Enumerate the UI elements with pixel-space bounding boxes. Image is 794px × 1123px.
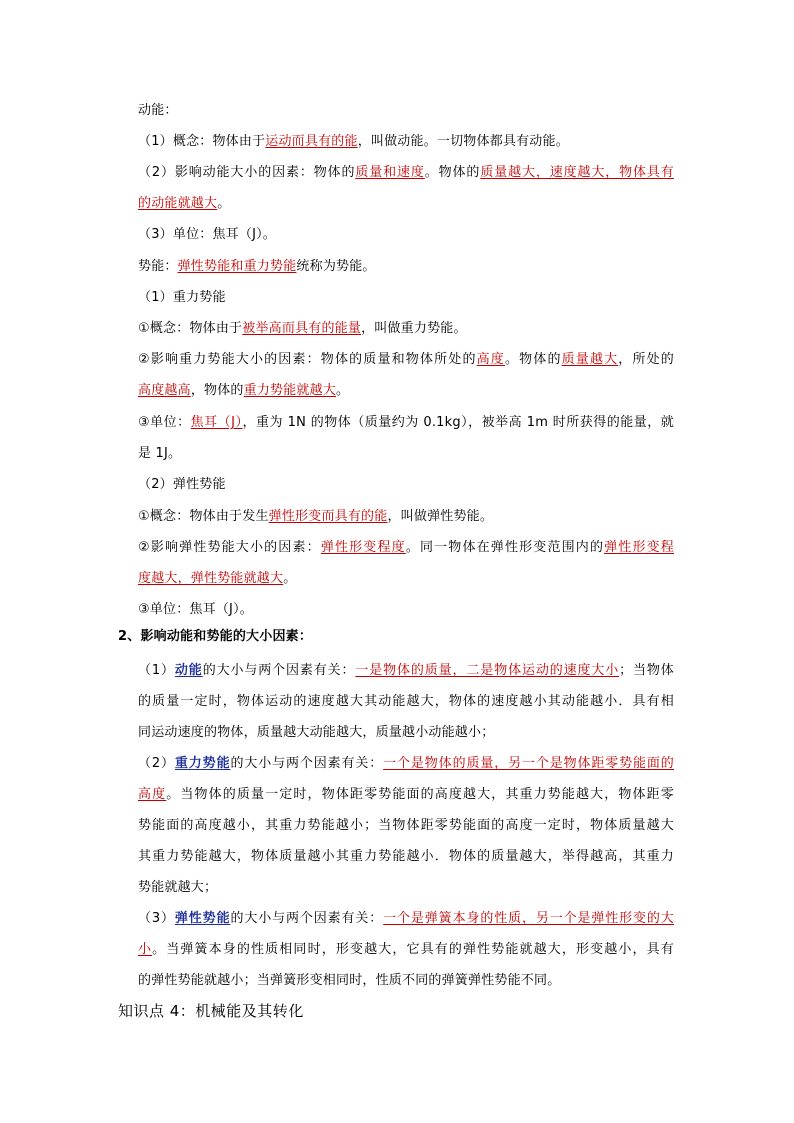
text: 其重力势能越大，物体质量越小其重力势能越小．物体的质量越大，举得越高，其重力 — [138, 849, 674, 864]
text: （2）弹性势能 — [138, 477, 226, 492]
elastic-factor-detail-line — [138, 910, 674, 928]
text: 。物体的 — [424, 165, 481, 180]
gravitational-factor-detail-cont — [138, 848, 674, 866]
text: ，叫做重力势能。 — [361, 321, 467, 336]
text: 的弹性势能就越小；当弹簧形变相同时，性质不同的弹簧弹性势能不同。 — [138, 973, 561, 988]
gravitational-factor-detail-line — [138, 755, 674, 773]
elastic-factors-cont — [138, 570, 296, 588]
gravitational-unit-cont — [138, 445, 181, 463]
key-phrase: 运动而具有的能 — [265, 134, 358, 149]
elastic-unit-line — [138, 601, 253, 619]
text: 同运动速度的物体，质量越大动能越大，质量越小动能越小； — [138, 725, 495, 740]
gravitational-factors-line — [138, 351, 674, 369]
text: 势能： — [138, 259, 178, 274]
kinetic-factors-line — [138, 164, 674, 182]
text: ，所处的 — [618, 352, 674, 367]
gravitational-factor-detail-cont — [138, 817, 674, 835]
text: 。物体的 — [504, 352, 562, 367]
text: 的大小与两个因素有关： — [230, 911, 384, 926]
key-phrase: 质量越大 — [561, 352, 619, 367]
text: 统称为势能。 — [296, 259, 376, 274]
text: ，叫做弹性势能。 — [387, 509, 494, 524]
elastic-factors-line — [138, 539, 674, 557]
gravitational-factors-cont — [138, 382, 349, 400]
kinetic-unit-line — [138, 226, 276, 244]
text: 的质量一定时，物体运动的速度越大其动能越大，物体的速度越小其动能越小．具有相 — [138, 694, 674, 709]
key-phrase: 质量和速度 — [355, 165, 425, 180]
elastic-subheading — [138, 476, 226, 494]
term: 重力势能 — [174, 756, 231, 771]
kinetic-factor-detail-cont — [138, 724, 494, 742]
text: ①概念：物体由于发生 — [138, 509, 269, 524]
text: 2、影响动能和势能的大小因素： — [118, 629, 313, 644]
text: 知识点 4：机械能及其转化 — [118, 1002, 304, 1020]
text: 势能就越大； — [138, 880, 218, 895]
key-phrase: 重力势能就越大 — [243, 383, 337, 398]
text: （3）单位：焦耳（J）。 — [138, 227, 277, 242]
text: 。同一物体在弹性形变范围内的 — [405, 540, 605, 555]
text: 。 — [217, 196, 231, 211]
text: 是 1J。 — [138, 446, 182, 461]
text: （1）重力势能 — [138, 290, 226, 305]
text: 的大小与两个因素有关： — [202, 663, 356, 678]
key-phrase: 一是物体的质量，二是物体运动的速度大小 — [355, 663, 620, 678]
text: （2） — [138, 756, 175, 771]
gravitational-unit-line — [138, 414, 674, 432]
gravitational-concept-line — [138, 320, 467, 338]
kinetic-energy-heading — [138, 102, 178, 120]
text: 势能面的高度越小，其重力势能越小；当物体距零势能面的高度一定时，物体质量越大 — [138, 818, 674, 833]
kinetic-factor-detail-cont — [138, 693, 674, 711]
key-phrase: 被举高而具有的能量 — [242, 321, 362, 336]
text: ，叫做动能。一切物体都具有动能。 — [357, 134, 569, 149]
gravitational-factor-detail-cont — [138, 879, 217, 897]
text: 动能： — [138, 103, 178, 118]
elastic-factor-detail-cont — [138, 972, 560, 990]
key-phrase: 质量越大，速度越大，物体具有 — [480, 165, 674, 180]
text: ③单位：焦耳（J）。 — [138, 602, 253, 617]
section-heading-factors — [118, 628, 312, 646]
kinetic-factor-detail-line — [138, 662, 674, 680]
key-phrase: 弹性形变程 — [604, 540, 674, 555]
text: 的大小与两个因素有关： — [230, 756, 384, 771]
kinetic-factors-cont — [138, 195, 230, 213]
text: 。 — [283, 571, 297, 586]
text: （2）影响动能大小的因素：物体的 — [138, 165, 356, 180]
key-phrase: 弹性形变而具有的能 — [268, 509, 388, 524]
text: （3） — [138, 911, 175, 926]
key-phrase: 弹性形变程度 — [320, 540, 406, 555]
kinetic-concept-line — [138, 133, 569, 151]
key-phrase: 高度 — [476, 352, 505, 367]
key-phrase: 的动能就越大 — [138, 196, 218, 211]
elastic-concept-line — [138, 508, 493, 526]
text: 。当弹簧本身的性质相同时，形变越大，它具有的弹性势能就越大，形变越小，具有 — [152, 942, 675, 957]
key-phrase: 高度越高 — [138, 383, 191, 398]
gravitational-factor-detail-cont — [138, 786, 674, 804]
gravitational-subheading — [138, 289, 226, 307]
text: ②影响重力势能大小的因素：物体的质量和物体所处的 — [138, 352, 477, 367]
key-phrase: 一个是弹簧本身的性质，另一个是弹性形变的大 — [383, 911, 674, 926]
text: ，物体的 — [190, 383, 244, 398]
elastic-factor-detail-cont — [138, 941, 674, 959]
potential-energy-heading — [138, 258, 376, 276]
key-phrase: 一个是物体的质量，另一个是物体距零势能面的 — [383, 756, 674, 771]
text: （1） — [138, 663, 175, 678]
text: 。 — [336, 383, 350, 398]
text: ②影响弹性势能大小的因素： — [138, 540, 321, 555]
term: 动能 — [174, 663, 203, 678]
key-phrase: 高度 — [138, 787, 167, 802]
text: ①概念：物体由于 — [138, 321, 243, 336]
term: 弹性势能 — [174, 911, 231, 926]
text: ，重为 1N 的物体（质量约为 0.1kg），被举高 1m 时所获得的能量，就 — [242, 415, 674, 430]
text: 。当物体的质量一定时，物体距零势能面的高度越大，其重力势能越大，物体距零 — [166, 787, 674, 802]
key-phrase: 度越大，弹性势能就越大 — [138, 571, 284, 586]
key-phrase: 小 — [138, 942, 153, 957]
key-phrase: 焦耳（J） — [190, 415, 243, 430]
text: ③单位： — [138, 415, 191, 430]
key-phrase: 弹性势能和重力势能 — [177, 259, 297, 274]
section-heading-knowledge-point-4 — [118, 1002, 304, 1020]
text: （1）概念：物体由于 — [138, 134, 266, 149]
text: ；当物体 — [619, 663, 674, 678]
